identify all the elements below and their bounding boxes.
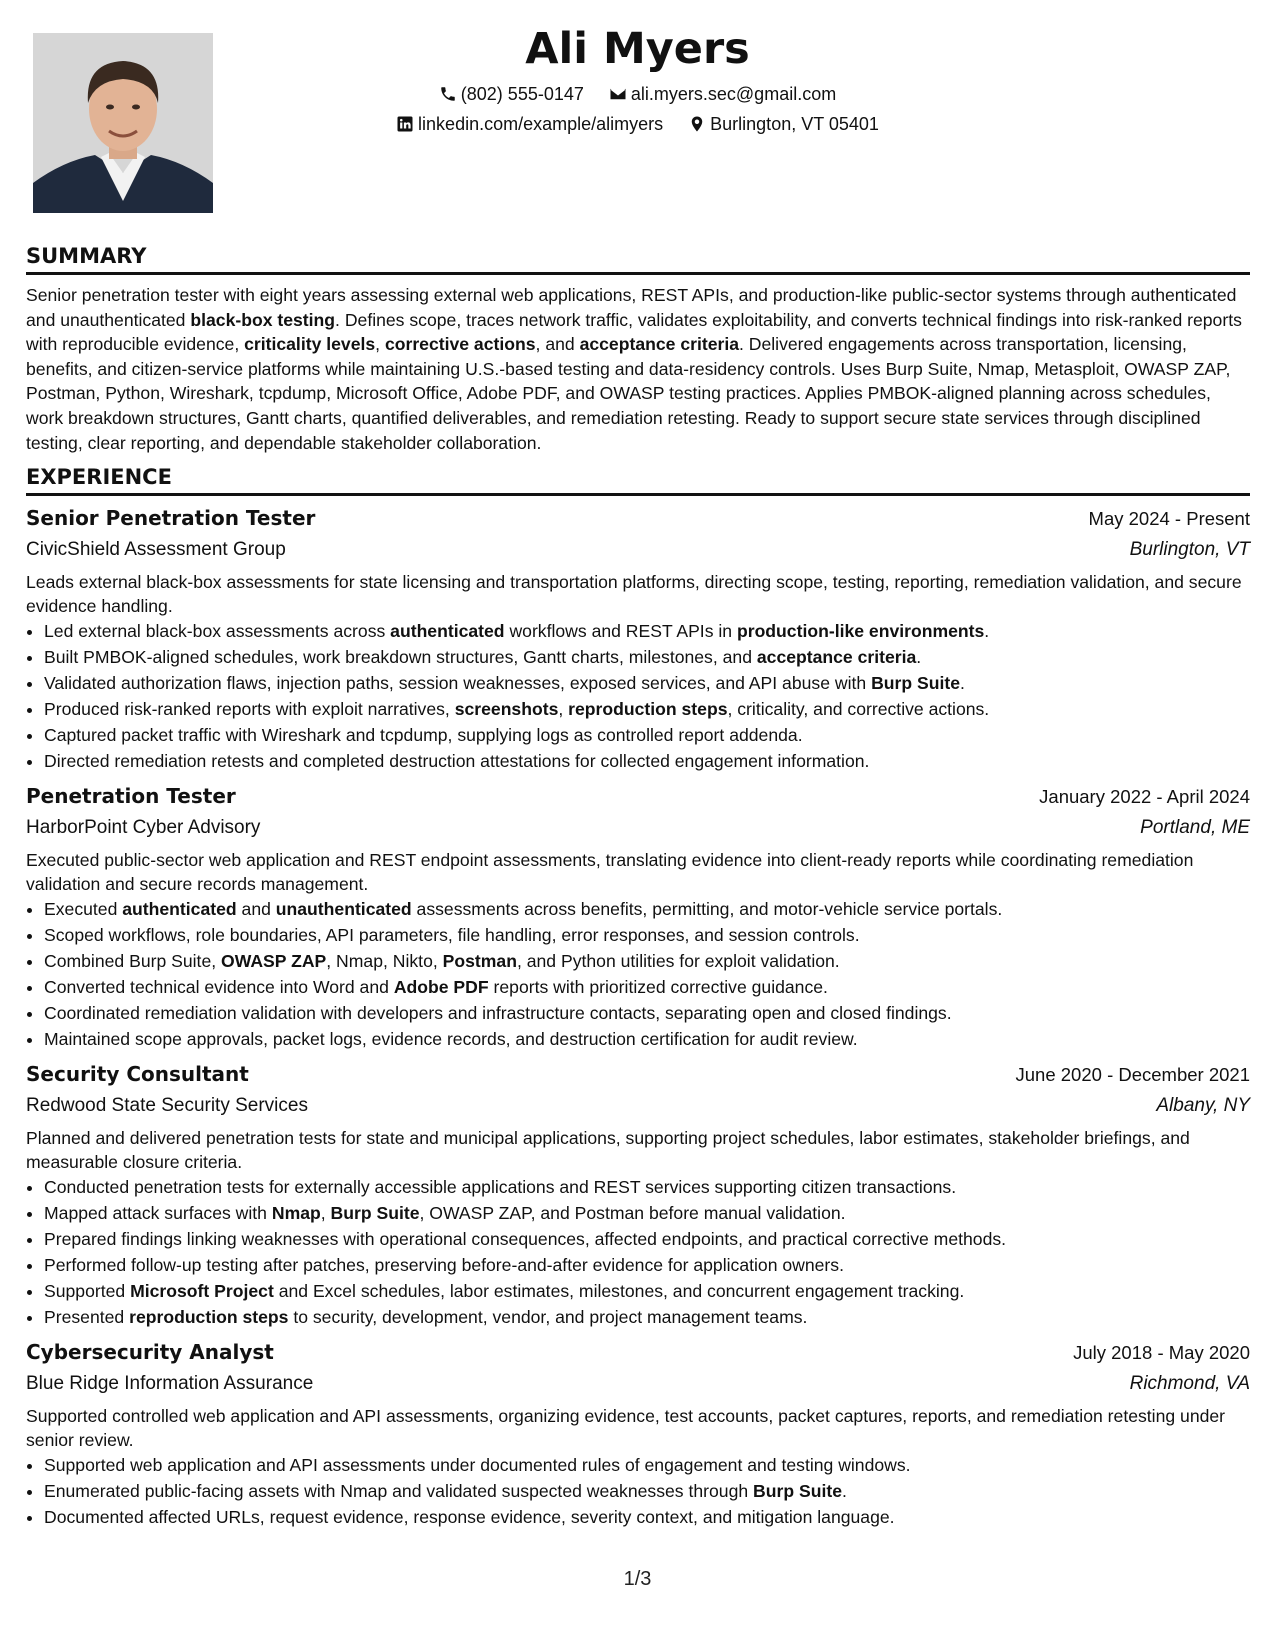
bullet-item xyxy=(44,1504,1250,1530)
job-company-row xyxy=(26,1091,1250,1121)
job-title-row xyxy=(26,502,1250,535)
text-segment: . Defines scope, traces network traffic, validates exploitability, and converts technical findings into risk-ranked reports with reproducible evidence, xyxy=(26,309,1242,355)
bullet-item xyxy=(44,1200,1250,1226)
job-title: Security Consultant xyxy=(26,1062,249,1087)
experience-list xyxy=(26,502,1250,1530)
job-company-row xyxy=(26,535,1250,565)
text-segment: , and Python utilities for exploit validation. xyxy=(516,951,840,972)
job-description: Supported controlled web application and API assessments, organizing evidence, test accounts, packet captures, reports, and remediation retesting under senior review. xyxy=(26,1406,1226,1451)
text-segment: Captured packet traffic with Wireshark and tcpdump, supplying logs as controlled report addenda. xyxy=(44,725,803,746)
bullet-item xyxy=(44,922,1250,948)
bullet-item xyxy=(44,948,1250,974)
bold-text: Burp Suite xyxy=(871,673,961,694)
job-description: Leads external black-box assessments for state licensing and transportation platforms, directing scope, testing, reporting, remediation validation, and secure evidence handling. xyxy=(26,572,1242,617)
linkedin-icon xyxy=(396,115,414,133)
job-entry xyxy=(26,780,1250,1052)
text-segment: Directed remediation retests and completed destruction attestations for collected engagement information. xyxy=(44,751,870,772)
candidate-name: Ali Myers xyxy=(525,24,750,74)
bold-text: OWASP ZAP xyxy=(221,951,327,972)
job-description: Executed public-sector web application and REST endpoint assessments, translating evidence into client-ready reports while coordinating remediation validation and secure records management. xyxy=(26,850,1194,895)
company-name: HarborPoint Cyber Advisory xyxy=(26,817,261,839)
bold-text: Nmap xyxy=(271,1203,321,1224)
bold-text: corrective actions xyxy=(384,334,536,355)
text-segment: , xyxy=(375,334,385,355)
bold-text: black-box testing xyxy=(190,309,336,330)
job-title-row xyxy=(26,1336,1250,1369)
linkedin-contact[interactable] xyxy=(396,112,663,136)
text-segment: Converted technical evidence into Word and xyxy=(44,977,394,998)
job-entry xyxy=(26,1058,1250,1330)
text-segment: Presented xyxy=(44,1307,130,1328)
text-segment: Maintained scope approvals, packet logs, evidence records, and destruction certification for audit review. xyxy=(44,1029,858,1050)
job-bullets xyxy=(26,896,1250,1052)
company-name: Redwood State Security Services xyxy=(26,1095,308,1117)
job-bullets xyxy=(26,618,1250,774)
contact-row-2 xyxy=(0,112,1275,136)
bullet-item xyxy=(44,1026,1250,1052)
job-company-row xyxy=(26,1369,1250,1399)
text-segment: Supported xyxy=(44,1281,131,1302)
text-segment: Senior penetration tester with eight years assessing external web applications, REST APIs, and production-like public-sector systems through authenticated and unauthenticated xyxy=(26,285,1237,330)
contact-row-1 xyxy=(0,82,1275,106)
text-segment: assessments across benefits, permitting, and motor-vehicle service portals. xyxy=(411,899,1003,920)
text-segment: . Delivered engagements across transportation, licensing, benefits, and citizen-service platforms while maintaining U.S.-based testing and data-residency controls. Uses Burp Suite, Nmap, Metasploit, OWASP ZAP, Postman, Python, Wireshark, tcpdump, Microsoft Office, Adobe PDF, and OWASP testing practices. Applies PMBOK-aligned planning across schedules, work breakdown structures, Gantt charts, quantified deliverables, and remediation retesting. Ready to support secure state services through disciplined testing, clear reporting, and dependable stakeholder collaboration. xyxy=(26,334,1231,453)
bold-text: screenshots xyxy=(454,699,559,720)
linkedin-url[interactable]: linkedin.com/example/alimyers xyxy=(418,114,664,134)
job-dates: May 2024 - Present xyxy=(1088,508,1250,530)
job-company-row xyxy=(26,813,1250,843)
bullet-item xyxy=(44,1000,1250,1026)
bold-text: reproduction steps xyxy=(568,699,728,720)
location-contact xyxy=(688,112,879,136)
bullet-item xyxy=(44,618,1250,644)
text-segment: Prepared findings linking weaknesses with operational consequences, affected endpoints, and practical corrective methods. xyxy=(44,1229,1007,1250)
summary-text xyxy=(26,283,1250,455)
bullet-item xyxy=(44,1304,1250,1330)
job-dates: January 2022 - April 2024 xyxy=(1039,786,1250,808)
phone-contact xyxy=(439,82,584,106)
bullet-item xyxy=(44,1478,1250,1504)
location-text: Burlington, VT 05401 xyxy=(710,114,879,134)
resume-header xyxy=(0,22,1275,136)
job-entry xyxy=(26,502,1250,774)
summary-heading: SUMMARY xyxy=(26,242,1250,275)
text-segment: to security, development, vendor, and project management teams. xyxy=(288,1307,808,1328)
text-segment: , xyxy=(558,699,569,720)
bold-text: production-like environments xyxy=(736,621,985,642)
job-dates: June 2020 - December 2021 xyxy=(1015,1064,1250,1086)
email-contact[interactable] xyxy=(609,82,836,106)
text-segment: Conducted penetration tests for externally accessible applications and REST services supporting citizen transactions. xyxy=(44,1177,957,1198)
job-title: Penetration Tester xyxy=(26,784,236,809)
bold-text: reproduction steps xyxy=(129,1307,289,1328)
text-segment: . xyxy=(916,647,922,668)
text-segment: Combined Burp Suite, xyxy=(44,951,222,972)
job-location: Portland, ME xyxy=(1140,817,1250,839)
job-location: Richmond, VA xyxy=(1129,1373,1250,1395)
bullet-item xyxy=(44,1278,1250,1304)
text-segment: Supported web application and API assessments under documented rules of engagement and testing windows. xyxy=(44,1455,911,1476)
envelope-icon xyxy=(609,85,627,103)
job-bullets xyxy=(26,1452,1250,1530)
bullet-item xyxy=(44,670,1250,696)
job-location: Albany, NY xyxy=(1156,1095,1250,1117)
text-segment: , criticality, and corrective actions. xyxy=(727,699,990,720)
bold-text: Adobe PDF xyxy=(393,977,489,998)
text-segment: Executed xyxy=(44,899,123,920)
text-segment: , xyxy=(320,1203,331,1224)
job-title: Senior Penetration Tester xyxy=(26,506,316,531)
bullet-item xyxy=(44,1252,1250,1278)
text-segment: Mapped attack surfaces with xyxy=(44,1203,272,1224)
bold-text: Postman xyxy=(442,951,517,972)
company-name: Blue Ridge Information Assurance xyxy=(26,1373,314,1395)
resume-content xyxy=(26,242,1250,1530)
text-segment: . xyxy=(960,673,965,694)
bold-text: criticality levels xyxy=(244,334,376,355)
job-title-row xyxy=(26,780,1250,813)
text-segment: Led external black-box assessments across xyxy=(44,621,391,642)
map-pin-icon xyxy=(688,115,706,133)
bold-text: authenticated xyxy=(390,621,505,642)
job-location: Burlington, VT xyxy=(1129,539,1250,561)
bullet-item xyxy=(44,696,1250,722)
page-number: 1/3 xyxy=(623,1568,652,1590)
bold-text: Burp Suite xyxy=(330,1203,420,1224)
text-segment: Performed follow-up testing after patches, preserving before-and-after evidence for application owners. xyxy=(44,1255,844,1276)
text-segment: workflows and REST APIs in xyxy=(504,621,737,642)
text-segment: Produced risk-ranked reports with exploit narratives, xyxy=(44,699,455,720)
bullet-item xyxy=(44,722,1250,748)
bold-text: Burp Suite xyxy=(753,1481,842,1502)
bullet-item xyxy=(44,896,1250,922)
text-segment: Scoped workflows, role boundaries, API parameters, file handling, error responses, and session controls. xyxy=(44,925,860,946)
text-segment: , OWASP ZAP, and Postman before manual validation. xyxy=(419,1203,846,1224)
email-address[interactable]: ali.myers.sec@gmail.com xyxy=(630,84,837,104)
bullet-item xyxy=(44,1226,1250,1252)
text-segment: Built PMBOK-aligned schedules, work breakdown structures, Gantt charts, milestones, and xyxy=(44,647,757,668)
bullet-item xyxy=(44,1452,1250,1478)
job-description: Planned and delivered penetration tests for state and municipal applications, supporting project schedules, labor estimates, stakeholder briefings, and measurable closure criteria. xyxy=(26,1128,1190,1173)
bullet-item xyxy=(44,1174,1250,1200)
bold-text: acceptance criteria xyxy=(579,334,739,355)
text-segment: Coordinated remediation validation with developers and infrastructure contacts, separating open and closed findings. xyxy=(44,1003,952,1024)
job-entry xyxy=(26,1336,1250,1530)
text-segment: Documented affected URLs, request evidence, response evidence, severity context, and mitigation language. xyxy=(44,1507,895,1528)
phone-icon xyxy=(439,85,457,103)
bullet-item xyxy=(44,644,1250,670)
bold-text: Microsoft Project xyxy=(130,1281,274,1302)
text-segment: and xyxy=(236,899,276,920)
job-title: Cybersecurity Analyst xyxy=(26,1340,274,1365)
job-bullets xyxy=(26,1174,1250,1330)
job-title-row xyxy=(26,1058,1250,1091)
phone-number: (802) 555-0147 xyxy=(460,84,584,104)
company-name: CivicShield Assessment Group xyxy=(26,539,286,561)
text-segment: , and xyxy=(535,334,580,355)
text-segment: . xyxy=(842,1481,847,1502)
job-dates: July 2018 - May 2020 xyxy=(1073,1342,1250,1364)
bullet-item xyxy=(44,974,1250,1000)
bold-text: authenticated xyxy=(122,899,237,920)
text-segment: Enumerated public-facing assets with Nmap and validated suspected weaknesses through xyxy=(44,1481,754,1502)
experience-heading: EXPERIENCE xyxy=(26,463,1250,496)
bold-text: acceptance criteria xyxy=(756,647,917,668)
text-segment: Validated authorization flaws, injection paths, session weaknesses, exposed services, and API abuse with xyxy=(44,673,872,694)
bold-text: unauthenticated xyxy=(275,899,412,920)
text-segment: , Nmap, Nikto, xyxy=(326,951,443,972)
text-segment: . xyxy=(984,621,990,642)
bullet-item xyxy=(44,748,1250,774)
text-segment: and Excel schedules, labor estimates, milestones, and concurrent engagement tracking. xyxy=(273,1281,965,1302)
text-segment: reports with prioritized corrective guidance. xyxy=(488,977,828,998)
